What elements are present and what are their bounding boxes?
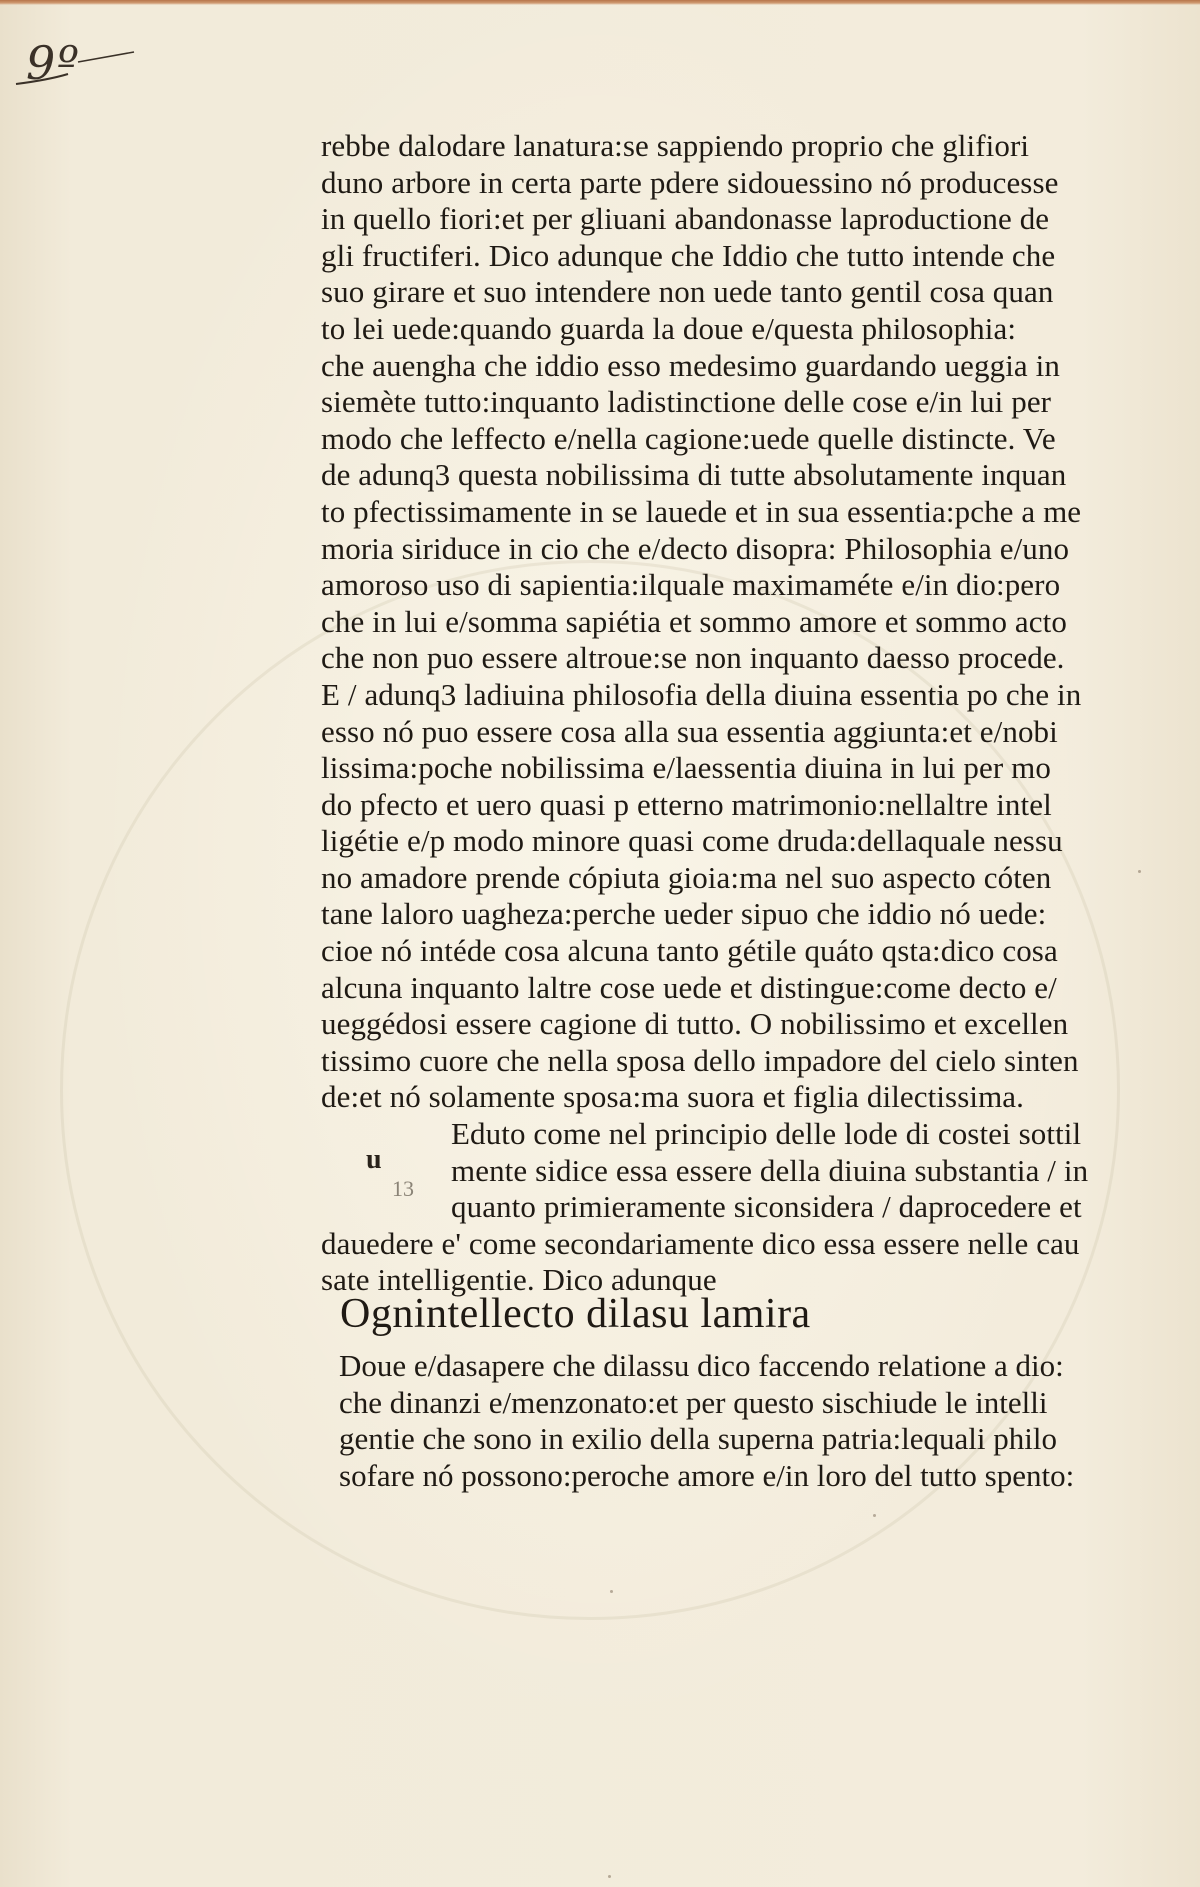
text-line: sofare nó possono:peroche amore e/in loro del tutto spento: [339, 1457, 1075, 1493]
text-line-indented: Eduto come nel principio delle lode di costei sottil [451, 1116, 1082, 1152]
text-line: ueggédosi essere cagione di tutto. O nobilissimo et excellen [321, 1006, 1069, 1042]
text-line: che auengha che iddio esso medesimo guardando ueggia in [321, 347, 1060, 383]
text-line: do pfecto et uero quasi p etterno matrimonio:nellaltre intel [321, 786, 1052, 822]
text-line: gli fructiferi. Dico adunque che Iddio che tutto intende che [321, 237, 1056, 273]
folio-number [8, 22, 128, 92]
text-line: lissima:poche nobilissima e/laessentia diuina in lui per mo [321, 750, 1051, 786]
text-line: de adunq3 questa nobilissima di tutte absolutamente inquan [321, 457, 1067, 493]
text-line: cioe nó intéde cosa alcuna tanto gétile quáto qsta:dico cosa [321, 933, 1058, 969]
text-line: tissimo cuore che nella sposa dello impadore del cielo sinten [321, 1042, 1079, 1078]
text-line: ligétie e/p modo minore quasi come druda:dellaquale nessu [321, 823, 1063, 859]
text-line: suo girare et suo intendere non uede tanto gentil cosa quan [321, 274, 1054, 310]
marginal-number: 13 [392, 1176, 414, 1201]
text-line: de:et nó solamente sposa:ma suora et figlia dilectissima. [321, 1079, 1025, 1115]
text-line: modo che leffecto e/nella cagione:uede quelle distincte. Ve [321, 420, 1056, 456]
text-line: moria siriduce in cio che e/decto disopra: Philosophia e/uno [321, 530, 1070, 566]
text-line: che in lui e/somma sapiétia et sommo amore et sommo acto [321, 603, 1067, 639]
text-line: che non puo essere altroue:se non inquanto daesso procede. [321, 640, 1065, 676]
text-line: in quello fiori:et per gliuani abandonasse laproductione de [321, 201, 1050, 237]
text-line: to pfectissimamente in se lauede et in sua essentia:pche a me [321, 493, 1082, 529]
text-line: amoroso uso di sapientia:ilquale maximaméte e/in dio:pero [321, 567, 1061, 603]
text-line: duno arbore in certa parte pdere sidouessino nó producesse [321, 164, 1059, 200]
paper-speck [873, 1514, 876, 1517]
guide-letter: u [366, 1144, 382, 1175]
text-line: no amadore prende cópiuta gioia:ma nel suo aspecto cóten [321, 859, 1052, 895]
text-line: dauedere e' come secondariamente dico essa essere nelle cau [321, 1225, 1080, 1261]
folio-text: 9º [26, 36, 81, 90]
text-line: alcuna inquanto laltre cose uede et distingue:come decto e/ [321, 969, 1057, 1005]
text-line: che dinanzi e/menzonato:et per questo sischiude le intelli [339, 1384, 1048, 1420]
page-top-edge [0, 0, 1200, 5]
verse-heading: Ognintellecto dilasu lamira [340, 1291, 811, 1337]
text-line: gentie che sono in exilio della superna patria:lequali philo [339, 1421, 1057, 1457]
main-text-block [321, 128, 1121, 1299]
text-line: rebbe dalodare lanatura:se sappiendo proprio che glifiori [321, 128, 1030, 163]
text-line: to lei uede:quando guarda la doue e/questa philosophia: [321, 310, 1017, 346]
text-line-indented: quanto primieramente siconsidera / daprocedere et [451, 1189, 1082, 1225]
paper-speck [608, 1875, 611, 1878]
text-line-indented: mente sidice essa essere della diuina substantia / in [451, 1152, 1089, 1188]
text-line: esso nó puo essere cosa alla sua essentia aggiunta:et e/nobi [321, 713, 1058, 749]
text-line: E / adunq3 ladiuina philosofia della diuina essentia po che in [321, 676, 1082, 712]
text-line: Doue e/dasapere che dilassu dico faccendo relatione a dio: [339, 1348, 1064, 1383]
text-line: tane laloro uagheza:perche ueder sipuo che iddio nó uede: [321, 896, 1047, 932]
commentary-text-block [339, 1348, 1139, 1494]
paper-speck [610, 1590, 613, 1593]
text-line: siemète tutto:inquanto ladistinctione delle cose e/in lui per [321, 384, 1052, 420]
text-line: sate intelligentie. Dico adunque [321, 1262, 717, 1298]
paper-speck [1138, 870, 1141, 873]
